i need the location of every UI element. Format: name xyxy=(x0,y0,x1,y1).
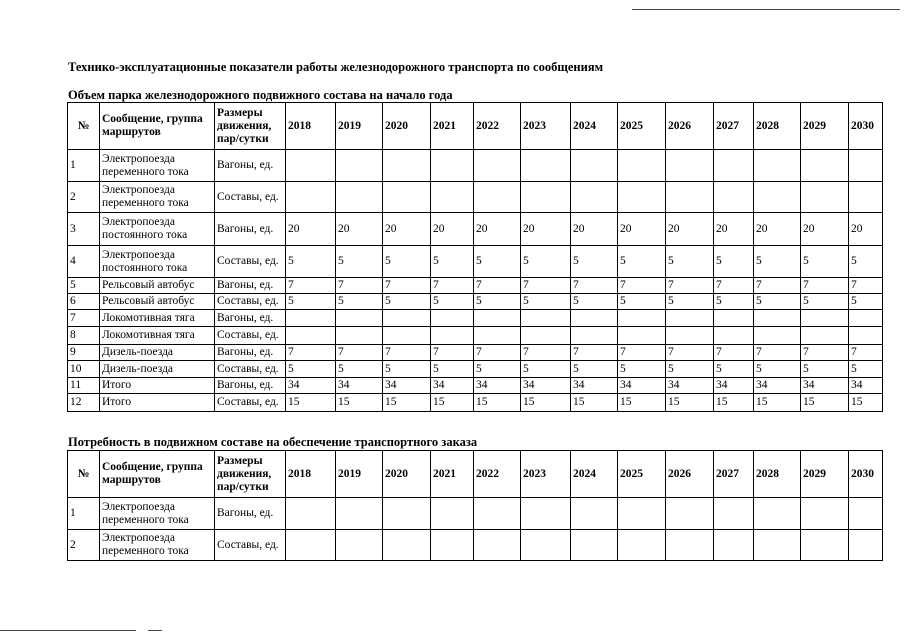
value-cell: 5 xyxy=(521,361,571,378)
value-cell xyxy=(714,310,754,327)
value-cell: 5 xyxy=(431,361,474,378)
value-cell: 5 xyxy=(849,294,883,310)
value-cell: 34 xyxy=(521,378,571,394)
row-route: Электропоезда переменного тока xyxy=(100,150,215,182)
value-cell: 34 xyxy=(714,378,754,394)
value-cell: 5 xyxy=(754,361,801,378)
row-number: 9 xyxy=(68,345,100,361)
row-unit: Вагоны, ед. xyxy=(215,378,286,394)
value-cell xyxy=(571,310,618,327)
row-route: Итого xyxy=(100,394,215,412)
value-cell: 5 xyxy=(801,294,849,310)
row-unit: Составы, ед. xyxy=(215,294,286,310)
value-cell: 15 xyxy=(801,394,849,412)
value-cell: 34 xyxy=(666,378,714,394)
value-cell xyxy=(714,150,754,182)
header-year: 2030 xyxy=(849,103,883,150)
value-cell: 5 xyxy=(714,361,754,378)
value-cell xyxy=(431,150,474,182)
value-cell xyxy=(571,182,618,213)
value-cell xyxy=(571,498,618,530)
header-route: Сообщение, группа маршрутов xyxy=(100,451,215,498)
table-row xyxy=(68,182,883,213)
row-unit: Вагоны, ед. xyxy=(215,213,286,246)
value-cell: 5 xyxy=(336,294,383,310)
value-cell: 7 xyxy=(521,278,571,294)
value-cell: 7 xyxy=(431,345,474,361)
value-cell xyxy=(383,182,431,213)
row-route: Электропоезда переменного тока xyxy=(100,530,215,561)
value-cell xyxy=(618,327,666,345)
row-route: Электропоезда переменного тока xyxy=(100,182,215,213)
value-cell xyxy=(714,498,754,530)
value-cell xyxy=(666,310,714,327)
value-cell: 15 xyxy=(571,394,618,412)
value-cell: 7 xyxy=(521,345,571,361)
value-cell: 34 xyxy=(431,378,474,394)
value-cell: 15 xyxy=(754,394,801,412)
value-cell: 20 xyxy=(714,213,754,246)
value-cell xyxy=(666,498,714,530)
value-cell xyxy=(801,327,849,345)
value-cell xyxy=(383,530,431,561)
value-cell xyxy=(521,310,571,327)
value-cell xyxy=(521,327,571,345)
row-unit: Вагоны, ед. xyxy=(215,150,286,182)
value-cell: 7 xyxy=(849,278,883,294)
value-cell: 5 xyxy=(431,294,474,310)
value-cell: 34 xyxy=(336,378,383,394)
value-cell: 5 xyxy=(714,246,754,278)
value-cell: 20 xyxy=(286,213,336,246)
value-cell: 7 xyxy=(849,345,883,361)
value-cell: 5 xyxy=(666,246,714,278)
value-cell: 20 xyxy=(431,213,474,246)
value-cell: 20 xyxy=(383,213,431,246)
header-year: 2023 xyxy=(521,451,571,498)
value-cell: 7 xyxy=(286,345,336,361)
value-cell: 7 xyxy=(754,345,801,361)
value-cell: 7 xyxy=(666,345,714,361)
row-route: Рельсовый автобус xyxy=(100,294,215,310)
value-cell: 5 xyxy=(571,246,618,278)
value-cell xyxy=(286,530,336,561)
table-row xyxy=(68,294,883,310)
row-route: Итого xyxy=(100,378,215,394)
value-cell: 5 xyxy=(666,361,714,378)
value-cell xyxy=(618,182,666,213)
value-cell: 7 xyxy=(618,278,666,294)
value-cell xyxy=(431,530,474,561)
value-cell: 7 xyxy=(666,278,714,294)
header-year: 2023 xyxy=(521,103,571,150)
value-cell xyxy=(336,498,383,530)
value-cell: 5 xyxy=(383,294,431,310)
value-cell xyxy=(431,310,474,327)
value-cell: 5 xyxy=(801,361,849,378)
row-number: 5 xyxy=(68,278,100,294)
header-row xyxy=(68,103,883,150)
value-cell xyxy=(666,150,714,182)
value-cell: 5 xyxy=(383,361,431,378)
row-number: 3 xyxy=(68,213,100,246)
value-cell: 7 xyxy=(714,345,754,361)
value-cell xyxy=(666,182,714,213)
row-unit: Составы, ед. xyxy=(215,246,286,278)
value-cell xyxy=(383,498,431,530)
header-year: 2026 xyxy=(666,451,714,498)
row-number: 2 xyxy=(68,530,100,561)
value-cell: 7 xyxy=(801,345,849,361)
header-number: № xyxy=(68,103,100,150)
value-cell: 5 xyxy=(754,294,801,310)
row-route: Электропоезда постоянного тока xyxy=(100,213,215,246)
row-route: Электропоезда переменного тока xyxy=(100,498,215,530)
value-cell: 7 xyxy=(571,278,618,294)
header-year: 2020 xyxy=(383,103,431,150)
table-row xyxy=(68,213,883,246)
row-unit: Составы, ед. xyxy=(215,530,286,561)
value-cell xyxy=(571,150,618,182)
value-cell xyxy=(714,327,754,345)
value-cell xyxy=(383,327,431,345)
value-cell: 20 xyxy=(336,213,383,246)
value-cell: 5 xyxy=(336,361,383,378)
value-cell xyxy=(618,150,666,182)
value-cell xyxy=(618,530,666,561)
value-cell: 20 xyxy=(618,213,666,246)
value-cell: 5 xyxy=(571,294,618,310)
value-cell xyxy=(849,310,883,327)
value-cell xyxy=(754,182,801,213)
value-cell: 7 xyxy=(336,345,383,361)
value-cell: 5 xyxy=(286,361,336,378)
value-cell xyxy=(714,530,754,561)
value-cell: 7 xyxy=(714,278,754,294)
value-cell: 5 xyxy=(714,294,754,310)
value-cell xyxy=(801,182,849,213)
value-cell xyxy=(286,310,336,327)
row-number: 10 xyxy=(68,361,100,378)
value-cell xyxy=(431,327,474,345)
table-row xyxy=(68,378,883,394)
value-cell xyxy=(521,182,571,213)
value-cell: 15 xyxy=(849,394,883,412)
header-year: 2028 xyxy=(754,451,801,498)
value-cell xyxy=(521,530,571,561)
value-cell xyxy=(474,530,521,561)
row-number: 11 xyxy=(68,378,100,394)
value-cell: 5 xyxy=(521,246,571,278)
header-year: 2029 xyxy=(801,103,849,150)
value-cell: 15 xyxy=(714,394,754,412)
value-cell: 15 xyxy=(431,394,474,412)
row-route: Электропоезда постоянного тока xyxy=(100,246,215,278)
value-cell: 7 xyxy=(474,278,521,294)
value-cell xyxy=(474,310,521,327)
value-cell xyxy=(336,182,383,213)
value-cell: 7 xyxy=(431,278,474,294)
value-cell: 5 xyxy=(849,246,883,278)
value-cell xyxy=(801,498,849,530)
header-number: № xyxy=(68,451,100,498)
value-cell xyxy=(849,498,883,530)
fleet-volume-table xyxy=(67,102,883,412)
header-year: 2030 xyxy=(849,451,883,498)
value-cell xyxy=(383,310,431,327)
rolling-stock-demand-table xyxy=(67,450,883,561)
value-cell xyxy=(474,182,521,213)
value-cell xyxy=(286,327,336,345)
header-year: 2018 xyxy=(286,103,336,150)
value-cell: 34 xyxy=(849,378,883,394)
bottom-rule-short xyxy=(148,630,162,631)
row-unit: Составы, ед. xyxy=(215,182,286,213)
table-row xyxy=(68,150,883,182)
table-row xyxy=(68,310,883,327)
header-year: 2020 xyxy=(383,451,431,498)
row-number: 7 xyxy=(68,310,100,327)
value-cell xyxy=(336,530,383,561)
header-year: 2019 xyxy=(336,451,383,498)
row-unit: Вагоны, ед. xyxy=(215,498,286,530)
row-route: Локомотивная тяга xyxy=(100,327,215,345)
value-cell xyxy=(754,530,801,561)
row-number: 1 xyxy=(68,498,100,530)
value-cell xyxy=(849,182,883,213)
value-cell xyxy=(383,150,431,182)
bottom-rule xyxy=(0,630,136,631)
value-cell xyxy=(431,182,474,213)
value-cell xyxy=(521,150,571,182)
value-cell: 7 xyxy=(618,345,666,361)
value-cell xyxy=(286,498,336,530)
header-row xyxy=(68,451,883,498)
section-title-fleet: Объем парка железнодорожного подвижного состава на начало года xyxy=(68,88,453,102)
header-year: 2025 xyxy=(618,103,666,150)
value-cell: 5 xyxy=(618,246,666,278)
value-cell: 20 xyxy=(521,213,571,246)
value-cell xyxy=(849,327,883,345)
value-cell: 5 xyxy=(849,361,883,378)
value-cell: 5 xyxy=(618,294,666,310)
header-year: 2018 xyxy=(286,451,336,498)
value-cell: 5 xyxy=(474,246,521,278)
row-number: 4 xyxy=(68,246,100,278)
value-cell: 7 xyxy=(383,278,431,294)
value-cell: 34 xyxy=(618,378,666,394)
value-cell xyxy=(666,530,714,561)
header-year: 2025 xyxy=(618,451,666,498)
table-row xyxy=(68,498,883,530)
value-cell xyxy=(754,327,801,345)
value-cell: 5 xyxy=(801,246,849,278)
value-cell: 5 xyxy=(474,361,521,378)
value-cell xyxy=(618,498,666,530)
header-year: 2021 xyxy=(431,451,474,498)
value-cell: 34 xyxy=(383,378,431,394)
header-year: 2026 xyxy=(666,103,714,150)
header-year: 2021 xyxy=(431,103,474,150)
row-number: 1 xyxy=(68,150,100,182)
value-cell: 20 xyxy=(801,213,849,246)
value-cell xyxy=(474,327,521,345)
value-cell xyxy=(571,327,618,345)
row-number: 2 xyxy=(68,182,100,213)
value-cell: 7 xyxy=(336,278,383,294)
value-cell xyxy=(714,182,754,213)
value-cell xyxy=(571,530,618,561)
value-cell: 5 xyxy=(286,294,336,310)
value-cell xyxy=(336,310,383,327)
row-route: Рельсовый автобус xyxy=(100,278,215,294)
value-cell: 7 xyxy=(571,345,618,361)
header-year: 2027 xyxy=(714,451,754,498)
header-route: Сообщение, группа маршрутов xyxy=(100,103,215,150)
table-row xyxy=(68,394,883,412)
value-cell xyxy=(801,310,849,327)
value-cell: 15 xyxy=(666,394,714,412)
header-year: 2029 xyxy=(801,451,849,498)
header-year: 2024 xyxy=(571,451,618,498)
value-cell xyxy=(474,150,521,182)
value-cell xyxy=(431,498,474,530)
row-number: 6 xyxy=(68,294,100,310)
row-route: Дизель-поезда xyxy=(100,345,215,361)
value-cell: 5 xyxy=(286,246,336,278)
value-cell: 5 xyxy=(618,361,666,378)
table-row xyxy=(68,246,883,278)
value-cell: 20 xyxy=(571,213,618,246)
row-unit: Вагоны, ед. xyxy=(215,278,286,294)
value-cell xyxy=(286,182,336,213)
value-cell: 7 xyxy=(754,278,801,294)
table-row xyxy=(68,278,883,294)
row-unit: Вагоны, ед. xyxy=(215,310,286,327)
value-cell xyxy=(801,150,849,182)
value-cell xyxy=(754,150,801,182)
value-cell: 5 xyxy=(754,246,801,278)
table-row xyxy=(68,530,883,561)
value-cell: 34 xyxy=(571,378,618,394)
row-number: 12 xyxy=(68,394,100,412)
value-cell: 5 xyxy=(521,294,571,310)
table-row xyxy=(68,361,883,378)
value-cell xyxy=(521,498,571,530)
value-cell xyxy=(849,530,883,561)
header-traffic-size: Размеры движения, пар/сутки xyxy=(215,451,286,498)
value-cell: 15 xyxy=(383,394,431,412)
row-route: Локомотивная тяга xyxy=(100,310,215,327)
table-row xyxy=(68,327,883,345)
header-year: 2024 xyxy=(571,103,618,150)
value-cell xyxy=(286,150,336,182)
value-cell xyxy=(618,310,666,327)
header-year: 2022 xyxy=(474,103,521,150)
value-cell: 34 xyxy=(801,378,849,394)
value-cell: 5 xyxy=(431,246,474,278)
value-cell: 5 xyxy=(666,294,714,310)
row-number: 8 xyxy=(68,327,100,345)
top-rule xyxy=(632,9,900,10)
value-cell: 15 xyxy=(286,394,336,412)
value-cell: 34 xyxy=(474,378,521,394)
value-cell: 7 xyxy=(383,345,431,361)
value-cell: 7 xyxy=(474,345,521,361)
value-cell: 20 xyxy=(474,213,521,246)
value-cell: 5 xyxy=(383,246,431,278)
value-cell: 7 xyxy=(801,278,849,294)
row-route: Дизель-поезда xyxy=(100,361,215,378)
value-cell xyxy=(801,530,849,561)
value-cell xyxy=(336,327,383,345)
value-cell: 20 xyxy=(849,213,883,246)
row-unit: Составы, ед. xyxy=(215,327,286,345)
value-cell xyxy=(849,150,883,182)
value-cell: 5 xyxy=(474,294,521,310)
value-cell: 15 xyxy=(474,394,521,412)
value-cell: 15 xyxy=(336,394,383,412)
value-cell: 15 xyxy=(521,394,571,412)
value-cell xyxy=(754,498,801,530)
header-year: 2019 xyxy=(336,103,383,150)
header-year: 2027 xyxy=(714,103,754,150)
header-traffic-size: Размеры движения, пар/сутки xyxy=(215,103,286,150)
value-cell: 34 xyxy=(754,378,801,394)
row-unit: Составы, ед. xyxy=(215,361,286,378)
value-cell: 5 xyxy=(336,246,383,278)
header-year: 2028 xyxy=(754,103,801,150)
document-title: Технико-эксплуатационные показатели работы железнодорожного транспорта по сообщениям xyxy=(68,60,604,74)
value-cell: 15 xyxy=(618,394,666,412)
row-unit: Составы, ед. xyxy=(215,394,286,412)
section-title-demand: Потребность в подвижном составе на обеспечение транспортного заказа xyxy=(68,435,478,449)
value-cell xyxy=(666,327,714,345)
value-cell: 20 xyxy=(754,213,801,246)
value-cell: 7 xyxy=(286,278,336,294)
value-cell: 20 xyxy=(666,213,714,246)
value-cell xyxy=(336,150,383,182)
value-cell xyxy=(474,498,521,530)
value-cell xyxy=(754,310,801,327)
value-cell: 34 xyxy=(286,378,336,394)
value-cell: 5 xyxy=(571,361,618,378)
table-row xyxy=(68,345,883,361)
row-unit: Вагоны, ед. xyxy=(215,345,286,361)
header-year: 2022 xyxy=(474,451,521,498)
